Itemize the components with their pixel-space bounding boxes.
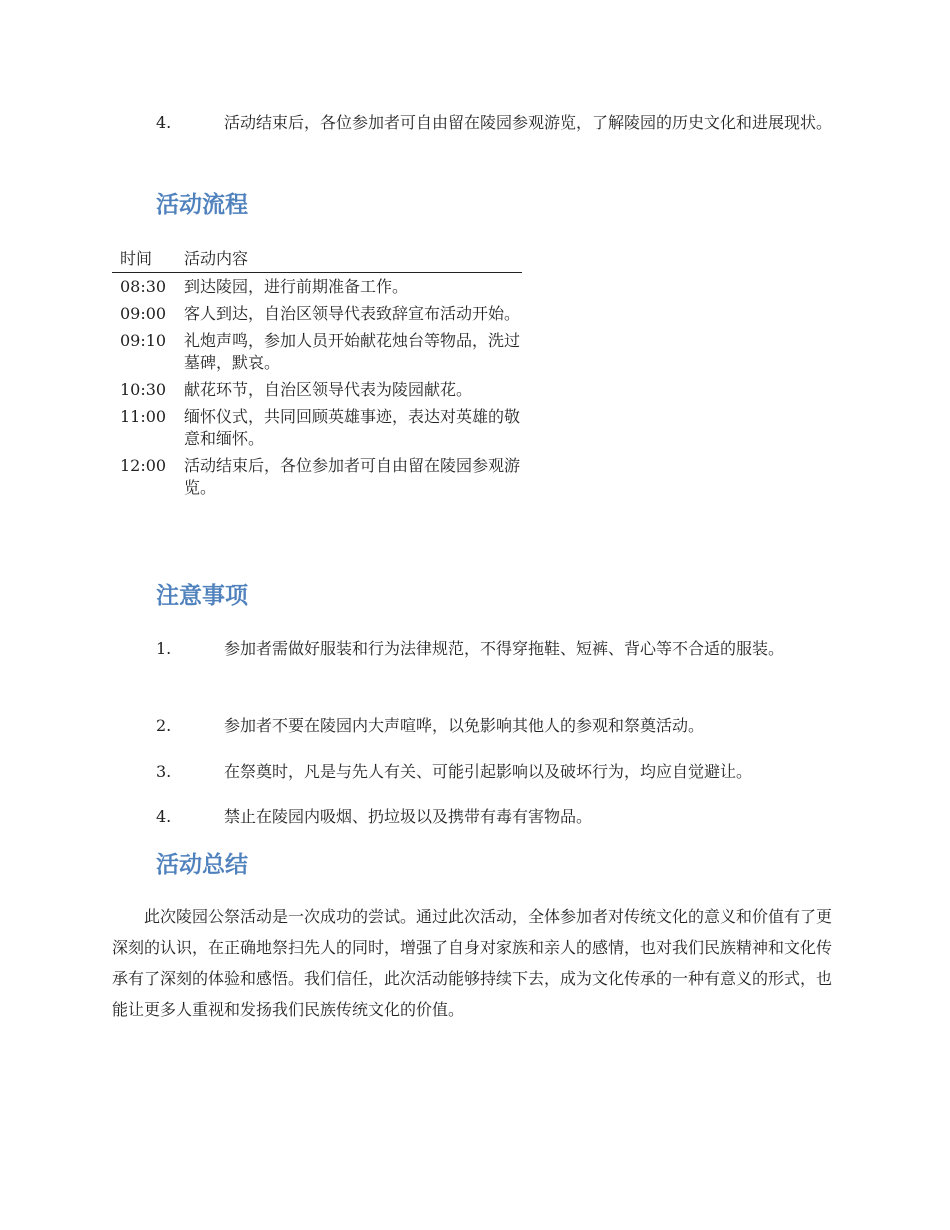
table-header-row [112, 246, 522, 273]
table-row [112, 376, 522, 403]
time-cell: 11:00 [120, 407, 167, 426]
list-text: 禁止在陵园内吸烟、扔垃圾以及携带有毒有害物品。 [224, 807, 593, 826]
time-cell: 10:30 [120, 380, 167, 399]
flow-table [112, 246, 522, 501]
time-cell: 12:00 [120, 456, 167, 475]
content-cell: 客人到达，自治区领导代表致辞宣布活动开始。 [184, 304, 521, 323]
table-row [112, 403, 522, 452]
content-cell: 献花环节，自治区领导代表为陵园献花。 [184, 380, 473, 399]
summary-paragraph: 此次陵园公祭活动是一次成功的尝试。通过此次活动，全体参加者对传统文化的意义和价值有了更深刻的认识，在正确地祭扫先人的同时，增强了自身对家族和亲人的感情，也对我们民族精神和文化传承有了深刻的体验和感悟。我们信任，此次活动能够持续下去，成为文化传承的一种有意义的形式，也能让更多人重视和发扬我们民族传统文化的价值。 [112, 907, 833, 1019]
time-column-header: 时间 [112, 246, 176, 273]
list-text: 活动结束后，各位参加者可自由留在陵园参观游览，了解陵园的历史文化和进展现状。 [224, 113, 833, 132]
content-cell: 到达陵园，进行前期准备工作。 [184, 277, 409, 296]
content-cell: 礼炮声鸣，参加人员开始献花烛台等物品，洗过墓碑，默哀。 [184, 331, 521, 372]
time-cell: 08:30 [120, 277, 167, 296]
notes-list-item [112, 756, 840, 788]
content-cell: 缅怀仪式，共同回顾英雄事迹，表达对英雄的敬意和缅怀。 [184, 407, 521, 448]
list-number: 2. [156, 716, 172, 735]
list-number: 4. [156, 113, 172, 132]
notes-list-item [112, 710, 840, 742]
table-row [112, 452, 522, 501]
notes-list-item [112, 633, 840, 665]
summary-heading: 活动总结 [156, 852, 248, 878]
content-column-header: 活动内容 [176, 246, 522, 273]
list-number: 4. [156, 807, 172, 826]
intro-list-item [112, 107, 840, 139]
list-number: 1. [156, 639, 172, 658]
flow-heading: 活动流程 [156, 192, 248, 218]
list-text: 参加者不要在陵园内大声喧哗，以免影响其他人的参观和祭奠活动。 [224, 716, 705, 735]
notes-heading: 注意事项 [156, 583, 248, 609]
table-row [112, 327, 522, 376]
table-row [112, 273, 522, 301]
list-text: 在祭奠时，凡是与先人有关、可能引起影响以及破坏行为，均应自觉避让。 [224, 762, 753, 781]
list-number: 3. [156, 762, 172, 781]
content-cell: 活动结束后，各位参加者可自由留在陵园参观游览。 [184, 456, 521, 497]
time-cell: 09:10 [120, 331, 167, 350]
list-text: 参加者需做好服装和行为法律规范，不得穿拖鞋、短裤、背心等不合适的服装。 [224, 639, 785, 658]
table-row [112, 300, 522, 327]
notes-list-item [112, 801, 840, 833]
time-cell: 09:00 [120, 304, 167, 323]
